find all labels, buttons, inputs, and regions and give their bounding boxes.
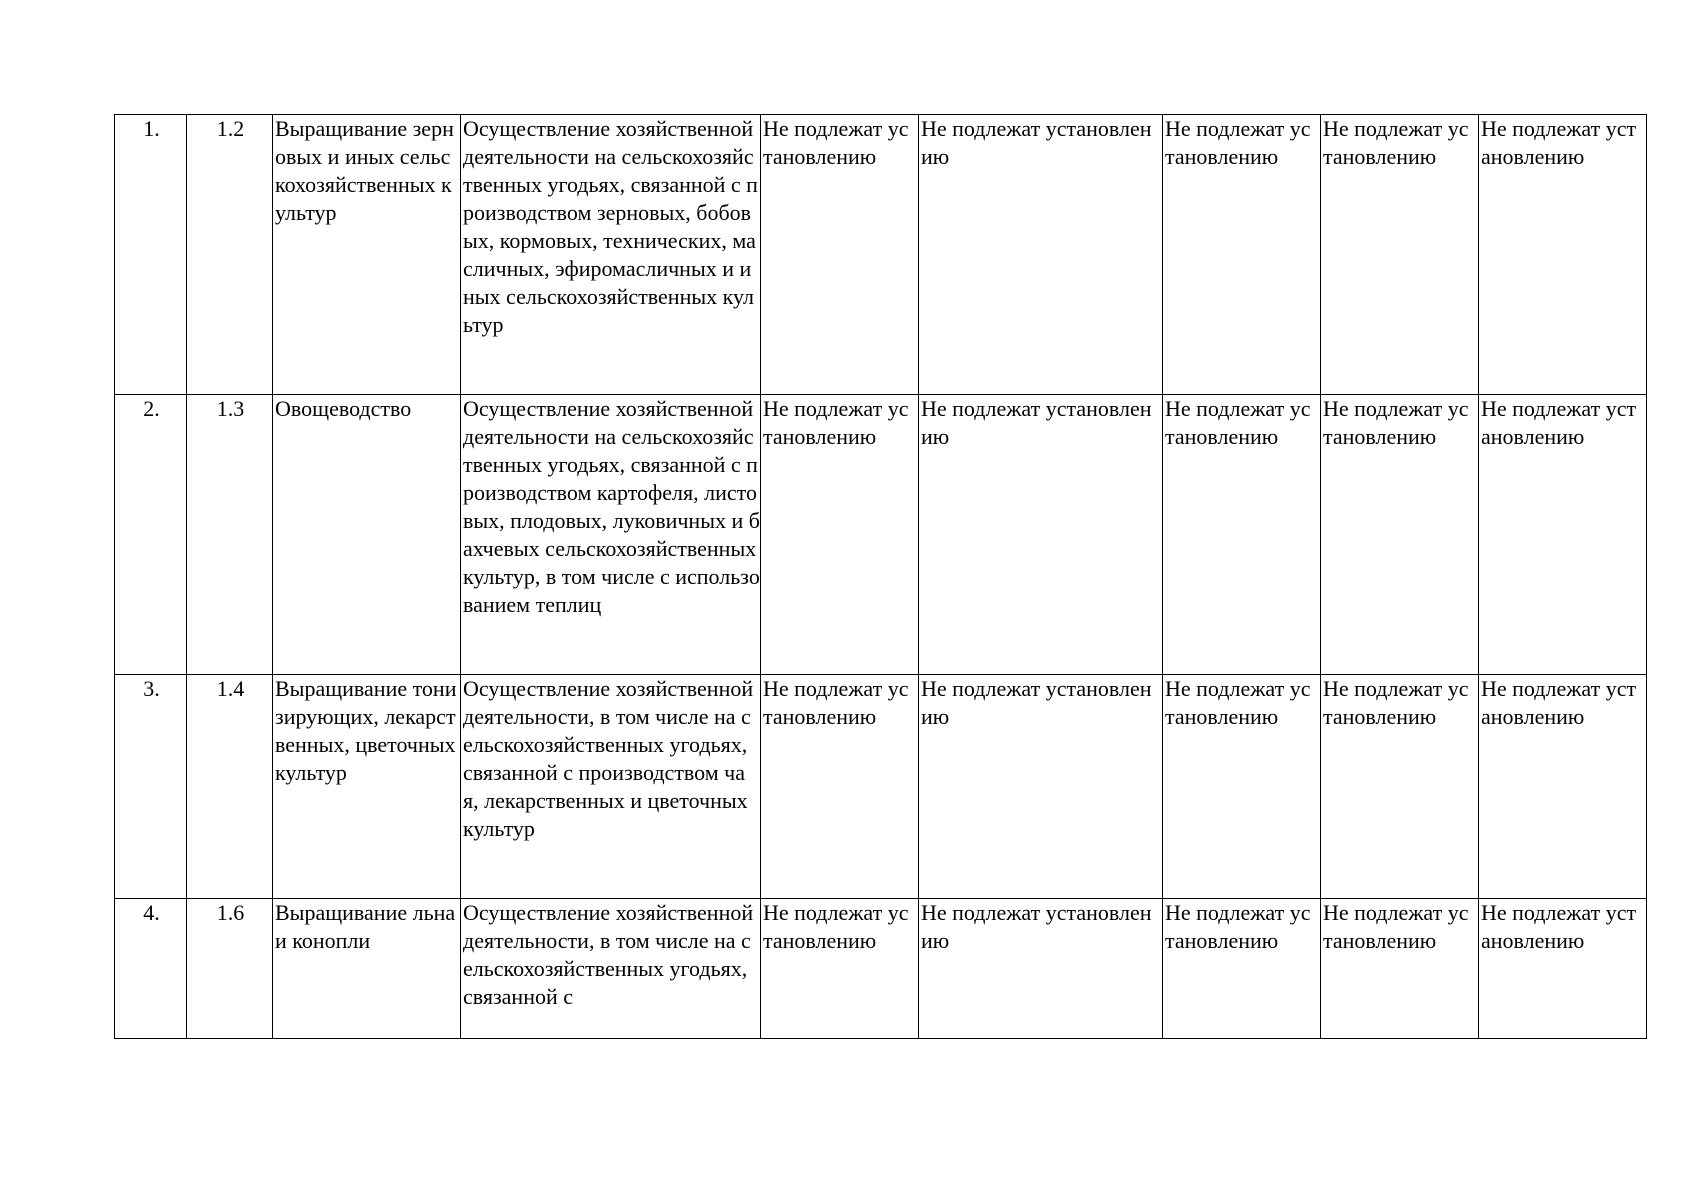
value-cell: Не подлежат установлению (1163, 115, 1321, 395)
use-code: 1.2 (187, 115, 273, 395)
value-cell: Не подлежат установлению (1479, 395, 1647, 675)
use-description: Осуществление хозяйственной деятельности на сельскохозяйственных угодьях, связанной с производством зерновых, бобовых, кормовых, технических, масличных, эфиромасличных и иных сельскохозяйственных культур (461, 115, 761, 395)
value-cell: Не подлежат установлению (1479, 115, 1647, 395)
value-cell: Не подлежат установлению (1163, 395, 1321, 675)
use-code: 1.6 (187, 899, 273, 1039)
use-name: Выращивание тонизирующих, лекарственных, цветочных культур (273, 675, 461, 899)
use-description: Осуществление хозяйственной деятельности, в том числе на сельскохозяйственных угодьях, связанной с производством чая, лекарственных и цветочных культур (461, 675, 761, 899)
use-description: Осуществление хозяйственной деятельности, в том числе на сельскохозяйственных угодьях, связанной с (461, 899, 761, 1039)
use-code: 1.3 (187, 395, 273, 675)
row-number: 4. (115, 899, 187, 1039)
row-number: 1. (115, 115, 187, 395)
value-cell: Не подлежат установлению (1479, 675, 1647, 899)
value-cell: Не подлежат установлению (761, 395, 919, 675)
table-row (115, 899, 1647, 1039)
row-number: 2. (115, 395, 187, 675)
value-cell: Не подлежат установлению (1479, 899, 1647, 1039)
table-row (115, 395, 1647, 675)
value-cell: Не подлежат установлению (919, 115, 1163, 395)
use-name: Овощеводство (273, 395, 461, 675)
land-use-table (114, 114, 1647, 1039)
use-description: Осуществление хозяйственной деятельности на сельскохозяйственных угодьях, связанной с производством картофеля, листовых, плодовых, луковичных и бахчевых сельскохозяйственных культур, в том числе с использованием теплиц (461, 395, 761, 675)
use-code: 1.4 (187, 675, 273, 899)
use-name: Выращивание зерновых и иных сельскохозяйственных культур (273, 115, 461, 395)
value-cell: Не подлежат установлению (919, 675, 1163, 899)
value-cell: Не подлежат установлению (761, 115, 919, 395)
value-cell: Не подлежат установлению (1321, 899, 1479, 1039)
value-cell: Не подлежат установлению (761, 675, 919, 899)
value-cell: Не подлежат установлению (1321, 675, 1479, 899)
table-row (115, 675, 1647, 899)
row-number: 3. (115, 675, 187, 899)
table-row (115, 115, 1647, 395)
value-cell: Не подлежат установлению (919, 395, 1163, 675)
value-cell: Не подлежат установлению (1163, 675, 1321, 899)
value-cell: Не подлежат установлению (761, 899, 919, 1039)
value-cell: Не подлежат установлению (1321, 395, 1479, 675)
value-cell: Не подлежат установлению (1321, 115, 1479, 395)
use-name: Выращивание льна и конопли (273, 899, 461, 1039)
value-cell: Не подлежат установлению (919, 899, 1163, 1039)
value-cell: Не подлежат установлению (1163, 899, 1321, 1039)
